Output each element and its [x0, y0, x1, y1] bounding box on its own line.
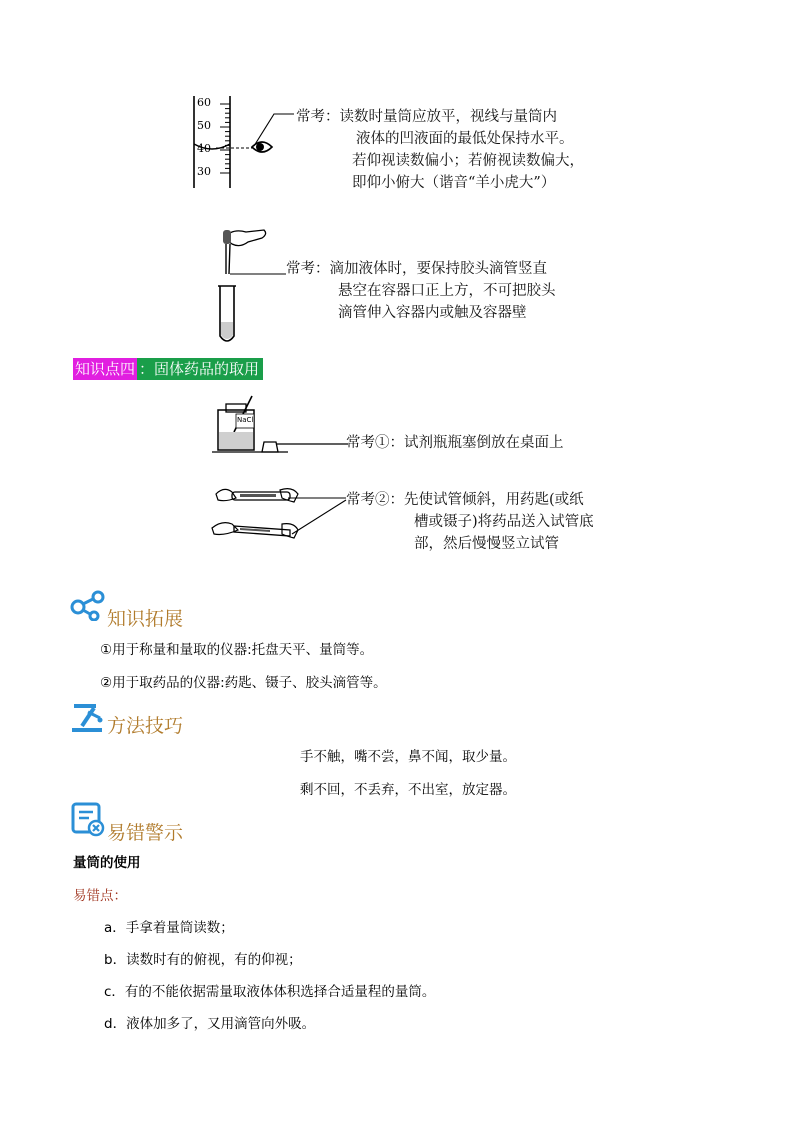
extension-title: 知识拓展: [107, 608, 184, 630]
dropper-drawing: [210, 222, 280, 346]
bottle-label: NaCl: [237, 416, 254, 424]
dropper-note-line-2: 悬空在容器口正上方，不可把胶头: [338, 283, 556, 299]
solid-leader-lines-2: [288, 496, 348, 536]
microscope-icon: [70, 702, 106, 734]
warnings-item-d: d．液体加多了，又用滴管向外吸。: [104, 1016, 316, 1032]
dropper-note-line-1: 常考：滴加液体时，要保持胶头滴管竖直: [286, 261, 547, 277]
cylinder-note-line-2: 液体的凹液面的最低处保持水平。: [356, 131, 574, 147]
warnings-title: 易错警示: [107, 822, 184, 844]
tips-line-2: 剩不回，不丢弃，不出室，放定器。: [300, 782, 516, 798]
scale-label-50: 50: [197, 119, 211, 132]
share-nodes-icon: [70, 589, 106, 621]
knowledge-point-heading: [73, 358, 263, 380]
dropper-note-line-3: 滴管伸入容器内或触及容器壁: [338, 305, 527, 321]
scale-label-30: 30: [197, 165, 211, 178]
cylinder-note-line-3: 若仰视读数偏小；若俯视读数偏大，: [352, 153, 584, 169]
extension-item-1: ①用于称量和量取的仪器:托盘天平、量筒等。: [100, 642, 374, 658]
cylinder-note-line-4: 即仰小俯大（谐音“羊小虎大”）: [352, 175, 556, 191]
tips-line-1: 手不触，嘴不尝，鼻不闻，取少量。: [300, 749, 516, 765]
extension-item-2: ②用于取药品的仪器:药匙、镊子、胶头滴管等。: [100, 675, 387, 691]
solid-figure: [210, 392, 640, 552]
solid-note-2-line-3: 部，然后慢慢竖立试管: [414, 536, 559, 552]
scale-label-40: 40: [197, 142, 211, 155]
warnings-subtitle: 量筒的使用: [73, 855, 141, 871]
solid-note-2-line-1: 常考②：先使试管倾斜，用药匙(或纸: [346, 492, 584, 508]
warnings-label: 易错点：: [73, 888, 127, 904]
document-error-icon: [70, 801, 106, 837]
cylinder-note: [296, 106, 584, 194]
solid-note-1: 常考①：试剂瓶瓶塞倒放在桌面上: [346, 435, 564, 451]
solid-note-2-line-2: 槽或镊子)将药品送入试管底: [414, 514, 594, 530]
solid-leader-line-1: [276, 436, 348, 450]
dropper-note: [286, 258, 556, 324]
tube-tilt-drawing: [210, 484, 300, 548]
warnings-item-c: c．有的不能依据需量取液体体积选择合适量程的量筒。: [104, 984, 436, 1000]
warnings-item-b: b．读数时有的俯视，有的仰视；: [104, 952, 302, 968]
tips-title: 方法技巧: [107, 715, 184, 737]
warnings-item-a: a．手拿着量筒读数；: [104, 920, 234, 936]
knowledge-point-number: 知识点四: [75, 360, 136, 378]
cylinder-leader-line: [250, 108, 296, 148]
scale-label-60: 60: [197, 96, 211, 109]
dropper-leader-line: [228, 258, 288, 278]
dropper-figure: [210, 222, 650, 346]
cylinder-figure: [190, 92, 650, 192]
cylinder-note-line-1: 常考：读数时量筒应放平，视线与量筒内: [296, 109, 557, 125]
knowledge-point-title: ：固体药品的取用: [137, 358, 263, 380]
solid-note-2: [346, 489, 594, 555]
